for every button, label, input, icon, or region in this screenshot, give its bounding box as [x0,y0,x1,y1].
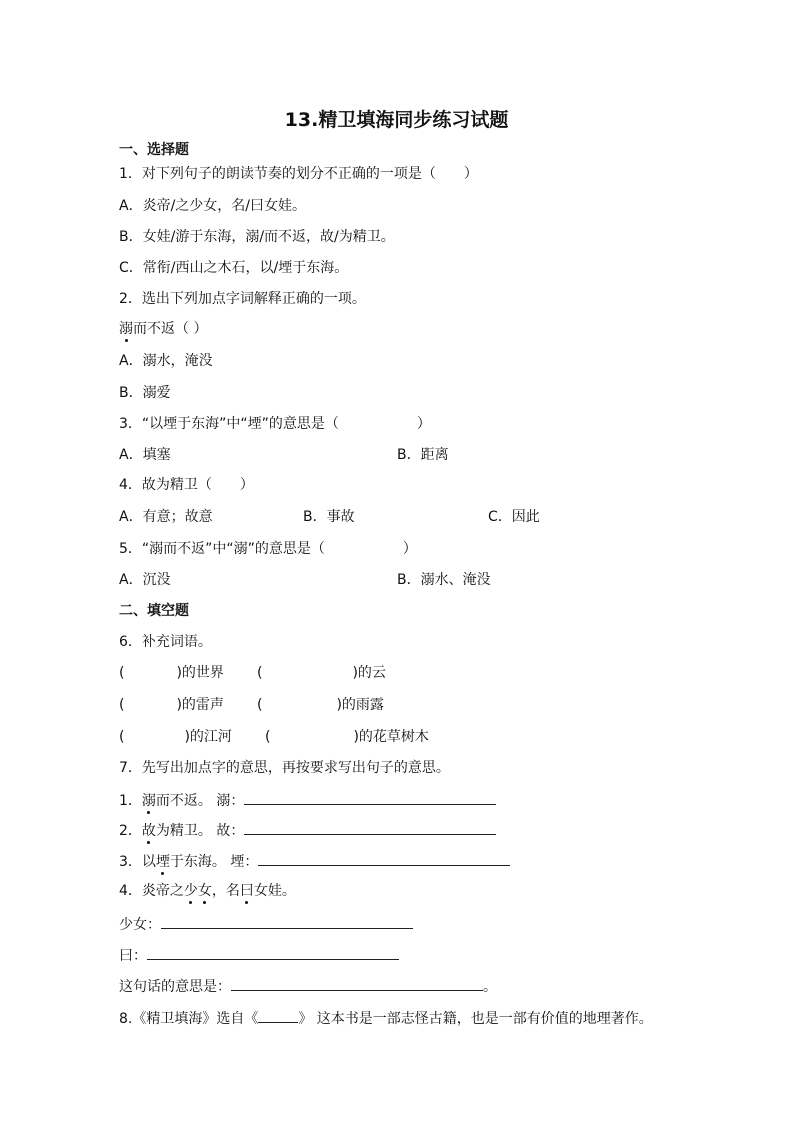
q4-option-b: B．事故 [303,509,355,525]
q7-sub1-dotted-char: 溺 [141,793,156,809]
q7-sub4-dotted-char-1: 少 [183,883,198,899]
q1-option-b: B．女娃/游于东海，溺/而不返，故/为精卫。 [119,229,395,245]
section-choice-heading: 一、选择题 [119,142,189,158]
q4-option-a: A．有意；故意 [119,509,213,525]
q2-option-a: A．溺水，淹没 [119,353,213,369]
q1-option-c: C．常衔/西山之木石，以/堙于东海。 [119,260,349,276]
q2-stem: 2．选出下列加点字词解释正确的一项。 [119,291,366,307]
q7-sub4: 4．炎帝之少女，名曰女娃。 [119,883,296,899]
q6-row3-item2: ( )的花草树木 [265,729,429,745]
q7-sub3-answer-line[interactable] [258,851,510,866]
q5-option-a: A．沉没 [119,572,171,588]
q2-phrase-rest: 而不返（ ） [133,321,208,337]
q7-sub4-dotted-char-3: 曰 [239,883,254,899]
q5-option-b: B．溺水、淹没 [397,572,491,588]
q7-sub2: 2．故为精卫。 故： [119,820,496,840]
q7-sub3-dotted-char: 堙 [155,854,170,870]
q4-option-c: C．因此 [488,509,540,525]
q7-meaning-answer-line[interactable] [231,976,483,991]
q1-option-a: A．炎帝/之少女，名/曰女娃。 [119,198,307,214]
q6-row3-item1: ( )的江河 [119,729,232,745]
q7-yue-row: 曰： [119,945,399,965]
q3-stem-text: 3．“以堙于东海”中“堙”的意思是（ [119,416,339,432]
q7-sub2-answer-line[interactable] [244,820,496,835]
q3-stem [119,415,431,433]
q5-stem-close: ） [402,541,417,557]
q7-shaonv-answer-line[interactable] [161,914,413,929]
section-fill-heading: 二、填空题 [119,603,189,619]
q7-sub1: 1．溺而不返。 溺： [119,790,496,810]
q6-row2-item1: ( )的雷声 [119,697,224,713]
q2-dotted-char: 溺 [119,321,133,337]
q1-stem: 1．对下列句子的朗读节奏的划分不正确的一项是（ ） [119,166,478,182]
q8-row: 8.《精卫填海》选自《 》 这本书是一部志怪古籍，也是一部有价值的地理著作。 [119,1008,653,1028]
q7-stem: 7．先写出加点字的意思，再按要求写出句子的意思。 [119,760,450,776]
q2-option-b: B．溺爱 [119,385,171,401]
q6-row1-item1: ( )的世界 [119,665,224,681]
q4-stem: 4．故为精卫（ ） [119,477,254,493]
q6-row1-item2: ( )的云 [257,665,386,681]
q5-stem [119,540,417,558]
q7-sub3: 3．以堙于东海。 堙： [119,851,510,871]
q7-meaning-row: 这句话的意思是： 。 [119,976,497,996]
q2-phrase [119,320,207,338]
q7-shaonv-row: 少女： [119,914,413,934]
page-title: 13.精卫填海同步练习试题 [284,109,509,131]
q7-sub2-dotted-char: 故 [141,823,156,839]
q3-option-b: B．距离 [397,447,449,463]
q6-stem: 6．补充词语。 [119,634,212,650]
q8-answer-line[interactable] [258,1008,298,1023]
q7-sub4-dotted-char-2: 女 [197,883,212,899]
q6-row2-item2: ( )的雨露 [257,697,384,713]
q7-yue-answer-line[interactable] [147,945,399,960]
q3-stem-close: ） [416,416,431,432]
q3-option-a: A．填塞 [119,447,171,463]
q7-sub1-answer-line[interactable] [244,790,496,805]
q5-stem-text: 5．“溺而不返”中“溺”的意思是（ [119,541,325,557]
